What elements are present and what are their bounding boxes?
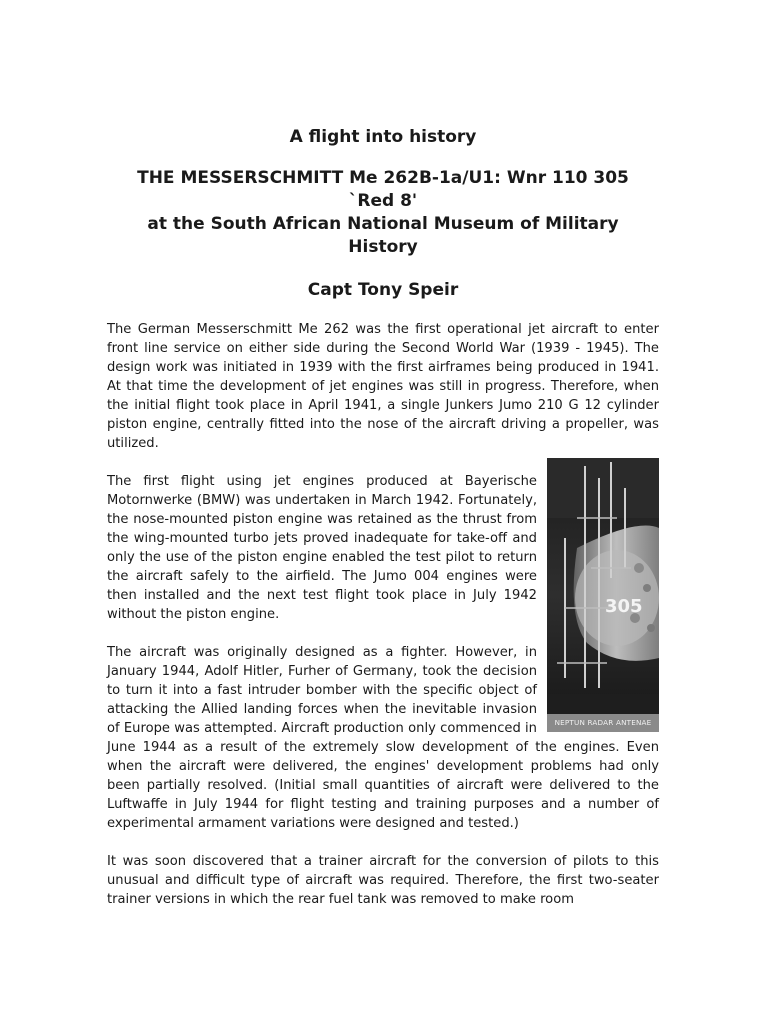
paragraph: It was soon discovered that a trainer aircraft for the conversion of pilots to this unusual and difficult type of aircraft was required. Therefore, the first two-seater trainer versions in which the rear fuel tank was removed to make room (107, 854, 659, 907)
heading-line: THE MESSERSCHMITT Me 262B-1a/U1: Wnr 110 305 (137, 168, 629, 188)
aircraft-photo (547, 458, 659, 732)
fuselage-number: 305 (605, 596, 643, 617)
heading-line: at the South African National Museum of Military (147, 214, 619, 234)
document-page (107, 126, 659, 909)
paragraph: The first flight using jet engines produced at Bayerische Motornwerke (BMW) was undertaken in March 1942. Fortunately, the nose-mounted piston engine was retained as the thrust from the wing-mounted turbo jets proved inadequate for take-off and only the use of the piston engine enabled the test pilot to return the aircraft safely to the airfield. The Jumo 004 engines were then installed and the next test flight took place in July 1942 without the piston engine. (107, 474, 537, 622)
document-heading (107, 167, 659, 259)
heading-line: `Red 8' (348, 191, 418, 211)
radar-antenna-image (547, 458, 659, 732)
heading-line: History (348, 237, 418, 257)
paragraph: The aircraft was originally designed as a fighter. However, in January 1944, Adolf Hitler, Furher of Germany, took the decision to turn it into a fast intruder bomber with the specific object of attacking the Allied landing forces when the inevitable invasion of Europe was attempted. Aircraft production only commenced in June 1944 as a result of the extremely slow development of the engines. Even when the aircraft were delivered, the engines' development problems had only been partially resolved. (Initial small quantities of aircraft were delivered to the Luftwaffe in July 1944 for flight testing and training purposes and a number of experimental armament variations were designed and tested.) (107, 645, 659, 831)
paragraph: The German Messerschmitt Me 262 was the first operational jet aircraft to enter front line service on either side during the Second World War (1939 - 1945). The design work was initiated in 1939 with the first airframes being produced in 1941. At that time the development of jet engines was still in progress. Therefore, when the initial flight took place in April 1941, a single Junkers Jumo 210 G 12 cylinder piston engine, centrally fitted into the nose of the aircraft driving a propeller, was utilized. (107, 322, 659, 451)
document-title: A flight into history (289, 127, 477, 147)
author-name: Capt Tony Speir (307, 280, 459, 300)
photo-caption: NEPTUN RADAR ANTENAE (547, 714, 659, 732)
